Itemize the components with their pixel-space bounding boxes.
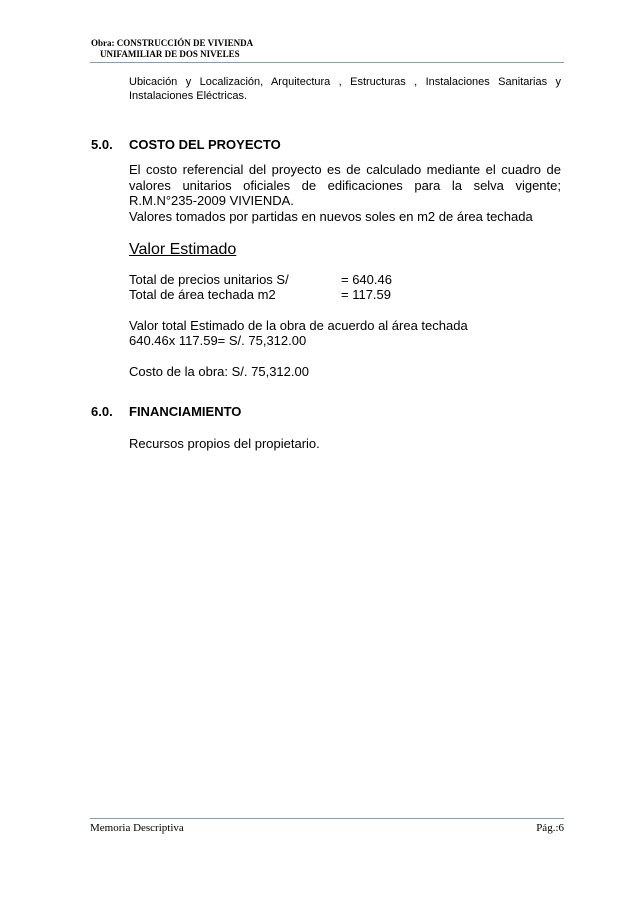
section-6-title: FINANCIAMIENTO [129, 404, 242, 419]
section-6-text: Recursos propios del propietario. [129, 436, 320, 451]
section-5-line-4: Valores tomados por partidas en nuevos soles en m2 de área techada [129, 208, 533, 224]
section-6-number: 6.0. [91, 404, 113, 419]
header-project-line-2: UNIFAMILIAR DE DOS NIVELES [100, 49, 240, 59]
header-line-1 [91, 38, 253, 49]
cost-row-value: = 117.59 [341, 287, 392, 302]
valor-estimado-heading: Valor Estimado [129, 241, 237, 258]
page-number: Pág.:6 [536, 822, 564, 834]
section-5-paragraph [129, 162, 561, 224]
header-project-line-1: CONSTRUCCIÓN DE VIVIENDA [116, 38, 254, 48]
footer-document-name: Memoria Descriptiva [90, 822, 184, 834]
project-cost-line: Costo de la obra: S/. 75,312.00 [129, 364, 309, 379]
intro-paragraph [129, 75, 561, 103]
cost-row [129, 272, 392, 287]
section-5-title: COSTO DEL PROYECTO [129, 137, 281, 152]
intro-line-2: Instalaciones Eléctricas. [129, 90, 247, 102]
cost-row [129, 287, 392, 302]
page-footer [90, 822, 564, 834]
total-estimate-line-2: 640.46x 117.59= S/. 75,312.00 [129, 333, 307, 348]
header-divider [90, 62, 564, 63]
cost-row-value: = 640.46 [341, 272, 392, 287]
section-5-number: 5.0. [91, 137, 113, 152]
section-5-line-3: R.M.N°235-2009 VIVIENDA. [129, 193, 294, 208]
section-5-line-2: valores unitarios oficiales de edificaciones para la selva vigente; [129, 177, 561, 193]
total-estimate-line-1: Valor total Estimado de la obra de acuerdo al área techada [129, 318, 468, 333]
section-5-line-1: El costo referencial del proyecto es de calculado mediante el cuadro de [129, 162, 561, 177]
cost-row-label: Total de precios unitarios S/ [129, 272, 289, 287]
cost-row-label: Total de área techada m2 [129, 287, 276, 302]
page-header [91, 38, 253, 60]
intro-line-1: Ubicación y Localización, Arquitectura , Estructuras , Instalaciones Sanitarias y [129, 76, 561, 88]
header-label: Obra: [91, 38, 115, 48]
footer-divider [90, 818, 564, 819]
